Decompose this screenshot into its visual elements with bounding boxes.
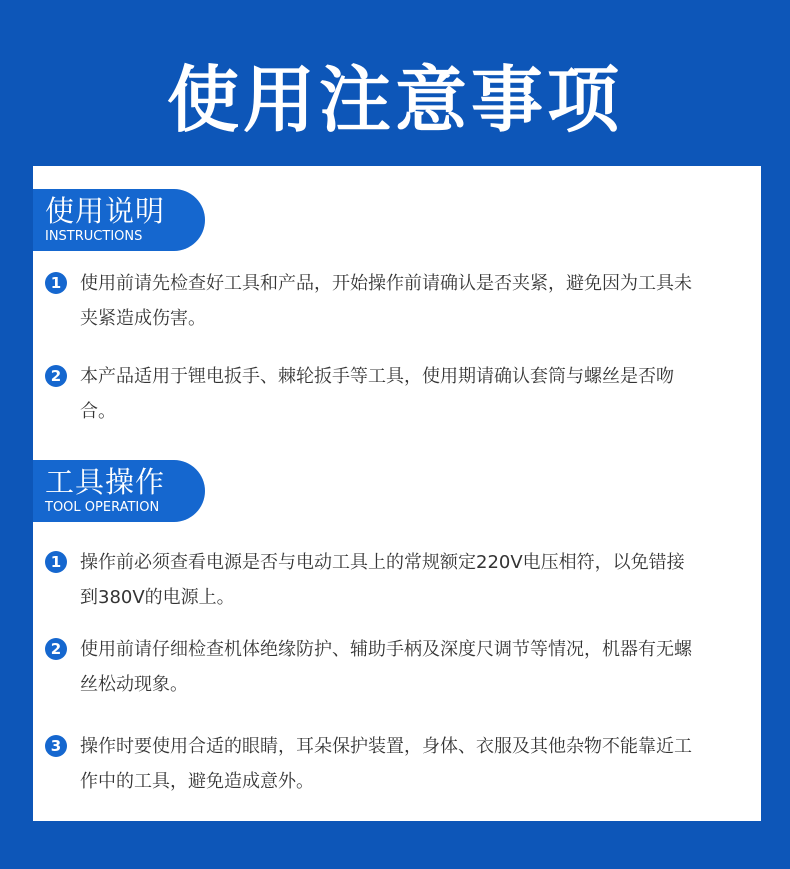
list-item-text: 操作前必须查看电源是否与电动工具上的常规额定220V电压相符，以免错接到380V的电源上。 bbox=[80, 552, 685, 608]
section-title-en: INSTRUCTIONS bbox=[45, 229, 143, 244]
number-badge: 1 bbox=[45, 551, 67, 573]
list-item-text: 操作时要使用合适的眼睛，耳朵保护装置，身体、衣服及其他杂物不能靠近工作中的工具，避免造成意外。 bbox=[80, 736, 692, 792]
section-title-cn: 工具操作 bbox=[45, 465, 166, 499]
section-title-cn: 使用说明 bbox=[45, 194, 166, 228]
list-item-text: 使用前请仔细检查机体绝缘防护、辅助手柄及深度尺调节等情况，机器有无螺丝松动现象。 bbox=[80, 639, 692, 695]
section-tag-instructions bbox=[33, 189, 205, 251]
number-badge: 2 bbox=[45, 638, 67, 660]
section-tag-tool-operation bbox=[33, 460, 205, 522]
content-panel bbox=[33, 166, 761, 821]
number-badge: 3 bbox=[45, 735, 67, 757]
page-title: 使用注意事项 bbox=[166, 58, 623, 142]
list-item-text: 本产品适用于锂电扳手、棘轮扳手等工具，使用期请确认套筒与螺丝是否吻合。 bbox=[80, 366, 674, 422]
section-title-en: TOOL OPERATION bbox=[45, 500, 160, 515]
number-badge: 2 bbox=[45, 365, 67, 387]
number-badge: 1 bbox=[45, 272, 67, 294]
list-item-text: 使用前请先检查好工具和产品，开始操作前请确认是否夹紧，避免因为工具未夹紧造成伤害。 bbox=[80, 273, 692, 329]
